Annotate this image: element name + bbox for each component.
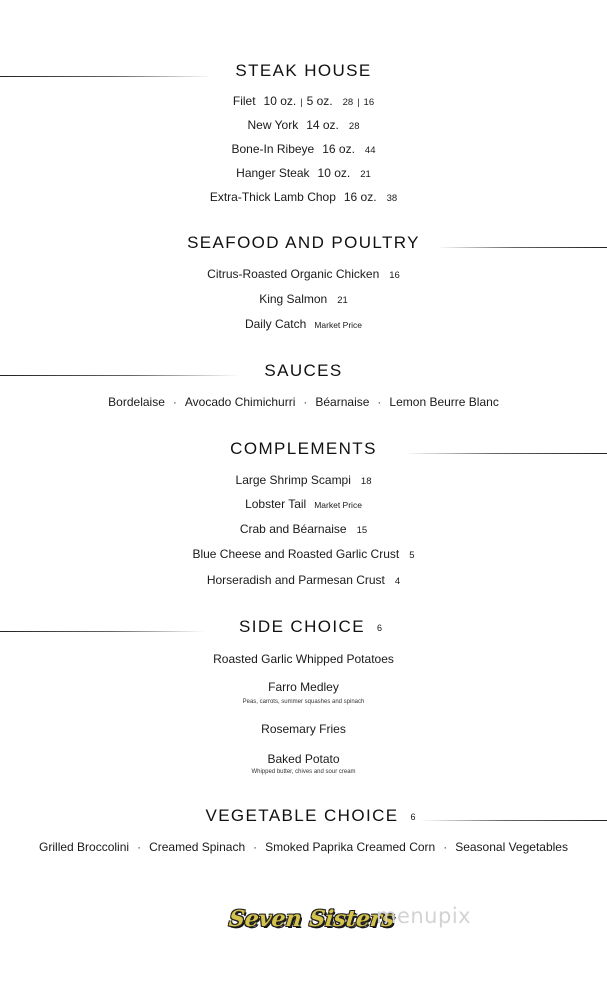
menu-item-whipped-potatoes: Roasted Garlic Whipped Potatoes [213, 652, 394, 666]
watermark: menupix [376, 904, 472, 928]
list-item: Avocado Chimichurri [184, 395, 296, 409]
section-heading-seafood-poultry: SEAFOOD AND POULTRY [187, 233, 420, 252]
menu-item-king-salmon: King Salmon 21 [259, 292, 348, 306]
list-item: Smoked Paprika Creamed Corn [265, 840, 436, 854]
menu-item-new-york: New York 14 oz. 28 [247, 118, 360, 132]
menu-item-bone-in-ribeye: Bone-In Ribeye 16 oz. 44 [231, 142, 376, 156]
menu-item-filet: Filet 10 oz. | 5 oz. 28 | 16 [232, 94, 375, 108]
section-heading-steak-house: STEAK HOUSE [235, 61, 372, 80]
section-rule [405, 453, 607, 454]
menu-item-lobster-tail: Lobster Tail Market Price [245, 497, 362, 511]
section-heading-vegetable-choice: VEGETABLE CHOICE 6 [205, 806, 416, 825]
section-rule [420, 820, 607, 821]
section-heading-sauces: SAUCES [264, 361, 343, 380]
list-item: Creamed Spinach [149, 840, 246, 854]
list-item: Bordelaise [108, 395, 165, 409]
sauces-list: Bordelaise · Avocado Chimichurri · Béarnaise · Lemon Beurre Blanc [108, 395, 499, 409]
menu-item-chicken: Citrus-Roasted Organic Chicken 16 [207, 267, 400, 281]
list-item: Seasonal Vegetables [455, 840, 568, 854]
section-rule [437, 247, 607, 248]
item-description: Whipped butter, chives and sour cream [251, 769, 356, 775]
list-item: Béarnaise [315, 395, 370, 409]
menu-item-crab-bearnaise: Crab and Béarnaise 15 [239, 522, 368, 536]
section-heading-complements: COMPLEMENTS [230, 439, 377, 458]
menu-item-farro-medley: Farro Medley [268, 680, 339, 694]
list-item: Lemon Beurre Blanc [389, 395, 499, 409]
menu-item-daily-catch: Daily Catch Market Price [244, 317, 363, 331]
menu-item-horseradish-crust: Horseradish and Parmesan Crust 4 [206, 573, 401, 587]
menu-item-baked-potato: Baked Potato [267, 752, 340, 766]
section-heading-side-choice: SIDE CHOICE 6 [239, 617, 382, 636]
menu-item-rosemary-fries: Rosemary Fries [261, 722, 346, 736]
menu-item-hanger-steak: Hanger Steak 10 oz. 21 [236, 166, 371, 180]
vegetable-list: Grilled Broccolini · Creamed Spinach · Smoked Paprika Creamed Corn · Seasonal Vegetables [39, 840, 568, 854]
item-description: Peas, carrots, summer squashes and spinach [242, 699, 365, 705]
menu-item-lamb-chop: Extra-Thick Lamb Chop 16 oz. 38 [209, 190, 398, 204]
menu-item-blue-cheese-crust: Blue Cheese and Roasted Garlic Crust 5 [192, 547, 415, 561]
restaurant-logo: Seven Sisters [227, 906, 396, 932]
menu-item-shrimp-scampi: Large Shrimp Scampi 18 [235, 473, 372, 487]
list-item: Grilled Broccolini [39, 840, 130, 854]
